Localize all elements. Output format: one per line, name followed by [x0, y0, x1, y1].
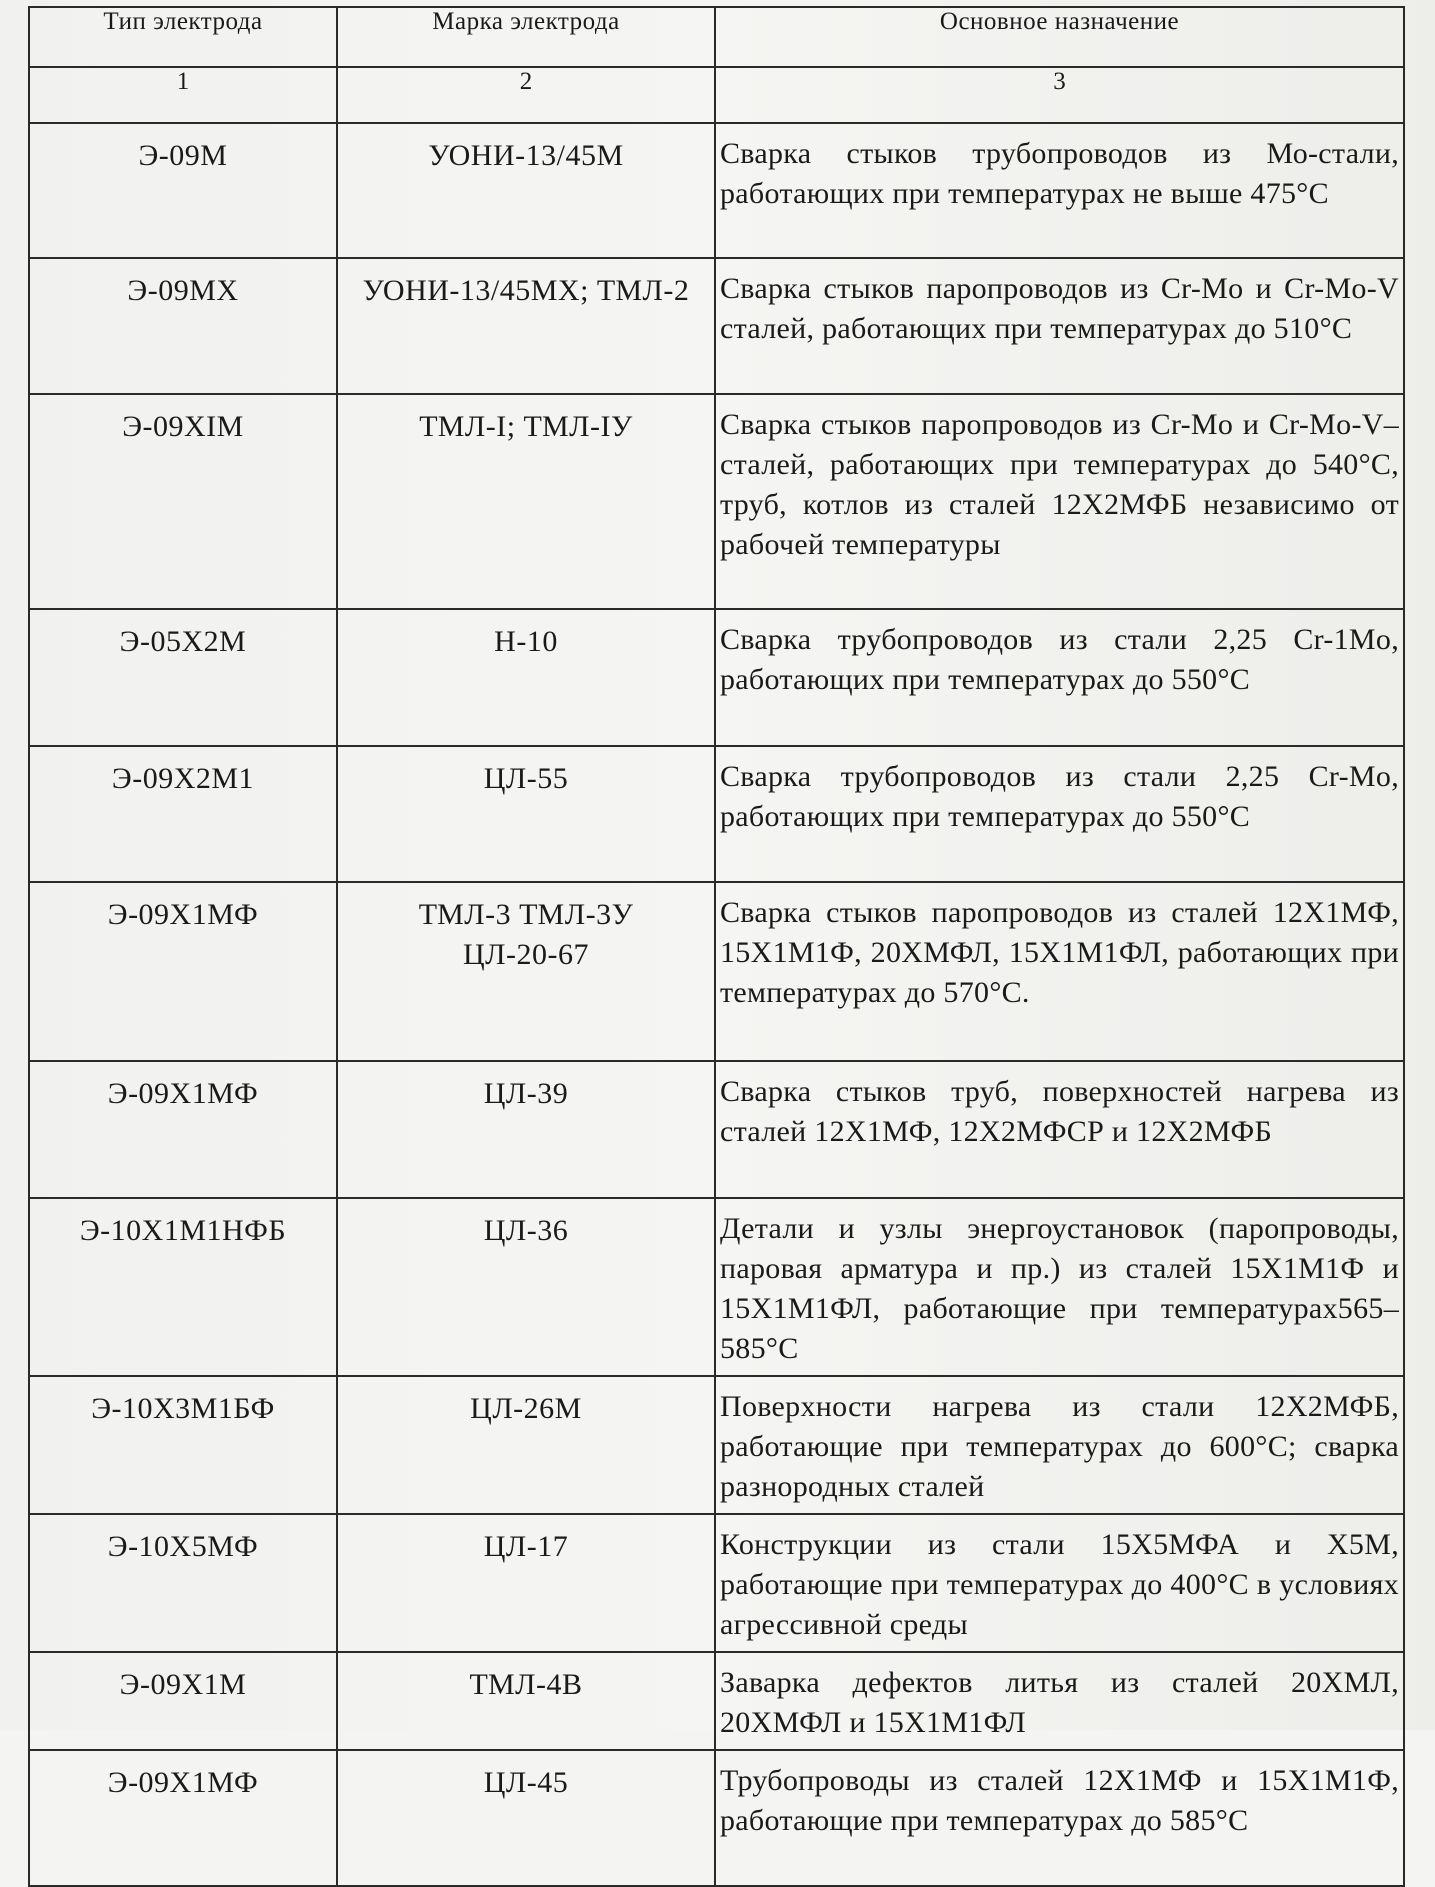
electrode-mark-cell: ЦЛ-45	[337, 1750, 715, 1886]
purpose-cell: Сварка трубопроводов из стали 2,25 Cr-1Mo, работающих при температурах до 550°С	[715, 609, 1404, 746]
table-row	[29, 1061, 1404, 1198]
purpose-cell: Сварка стыков труб, поверхностей нагрева из сталей 12Х1МФ, 12Х2МФСР и 12Х2МФБ	[715, 1061, 1404, 1198]
electrode-type-cell: Э-09ХIМ	[29, 394, 337, 609]
column-number: 2	[337, 67, 715, 123]
table-row	[29, 1652, 1404, 1750]
table-row	[29, 1198, 1404, 1376]
table-row	[29, 1514, 1404, 1652]
electrode-type-cell: Э-09Х2М1	[29, 746, 337, 882]
electrode-type-cell: Э-09М	[29, 123, 337, 258]
purpose-cell: Заварка дефектов литья из сталей 20ХМЛ, 20ХМФЛ и 15Х1М1ФЛ	[715, 1652, 1404, 1750]
electrode-type-cell: Э-10Х5МФ	[29, 1514, 337, 1652]
table-row	[29, 394, 1404, 609]
purpose-cell: Поверхности нагрева из стали 12Х2МФБ, работающие при температурах до 600°С; сварка разнородных сталей	[715, 1376, 1404, 1514]
purpose-cell: Сварка стыков паропроводов из Cr-Mo и Cr-Mo-V сталей, работающих при температурах до 510°С	[715, 258, 1404, 394]
electrode-mark-cell: УОНИ-13/45МХ; ТМЛ-2	[337, 258, 715, 394]
purpose-cell: Сварка стыков паропроводов из Cr-Mo и Cr-Mo-V–сталей, работающих при температурах до 540°С, труб, котлов из сталей 12Х2МФБ независимо от рабочей температуры	[715, 394, 1404, 609]
purpose-cell: Сварка трубопроводов из стали 2,25 Cr-Mo, работающих при температурах до 550°С	[715, 746, 1404, 882]
electrode-mark-cell: УОНИ-13/45М	[337, 123, 715, 258]
table-header-row	[29, 7, 1404, 67]
table-row	[29, 746, 1404, 882]
electrode-mark-cell: ТМЛ-3 ТМЛ-3У ЦЛ-20-67	[337, 882, 715, 1061]
electrode-mark-cell: ЦЛ-55	[337, 746, 715, 882]
electrode-type-cell: Э-09Х1МФ	[29, 1061, 337, 1198]
header-main-purpose: Основное назначение	[715, 7, 1404, 67]
electrode-mark-cell: ЦЛ-36	[337, 1198, 715, 1376]
purpose-cell: Сварка стыков паропроводов из сталей 12Х1МФ, 15Х1М1Ф, 20ХМФЛ, 15Х1М1ФЛ, работающих при температурах до 570°С.	[715, 882, 1404, 1061]
header-electrode-type: Тип электрода	[29, 7, 337, 67]
table-row	[29, 1376, 1404, 1514]
electrode-mark-cell: ТМЛ-4В	[337, 1652, 715, 1750]
electrode-mark-cell: ЦЛ-39	[337, 1061, 715, 1198]
purpose-cell: Сварка стыков трубопроводов из Мо-стали, работающих при температурах не выше 475°С	[715, 123, 1404, 258]
electrode-type-cell: Э-09Х1МФ	[29, 1750, 337, 1886]
table-row	[29, 609, 1404, 746]
header-electrode-mark: Марка электрода	[337, 7, 715, 67]
electrode-mark-cell: ЦЛ-26М	[337, 1376, 715, 1514]
electrode-mark-cell: ТМЛ-I; ТМЛ-IУ	[337, 394, 715, 609]
column-number: 3	[715, 67, 1404, 123]
table-row	[29, 1750, 1404, 1886]
electrode-type-cell: Э-09МХ	[29, 258, 337, 394]
electrode-mark-cell: ЦЛ-17	[337, 1514, 715, 1652]
table-row	[29, 258, 1404, 394]
electrode-type-cell: Э-09Х1М	[29, 1652, 337, 1750]
column-number-row	[29, 67, 1404, 123]
electrode-mark-cell: Н-10	[337, 609, 715, 746]
purpose-cell: Детали и узлы энергоустановок (паропроводы, паровая арматура и пр.) из сталей 15Х1М1Ф и 15Х1М1ФЛ, работающие при температурах565–585°С	[715, 1198, 1404, 1376]
table-row	[29, 882, 1404, 1061]
electrode-type-cell: Э-10Х3М1БФ	[29, 1376, 337, 1514]
purpose-cell: Трубопроводы из сталей 12Х1МФ и 15Х1М1Ф, работающие при температурах до 585°С	[715, 1750, 1404, 1886]
electrode-table	[28, 6, 1405, 1887]
table-row	[29, 123, 1404, 258]
electrode-type-cell: Э-09Х1МФ	[29, 882, 337, 1061]
electrode-type-cell: Э-10Х1М1НФБ	[29, 1198, 337, 1376]
column-number: 1	[29, 67, 337, 123]
purpose-cell: Конструкции из стали 15Х5МФА и Х5М, работающие при температурах до 400°С в условиях агрессивной среды	[715, 1514, 1404, 1652]
electrode-type-cell: Э-05Х2М	[29, 609, 337, 746]
